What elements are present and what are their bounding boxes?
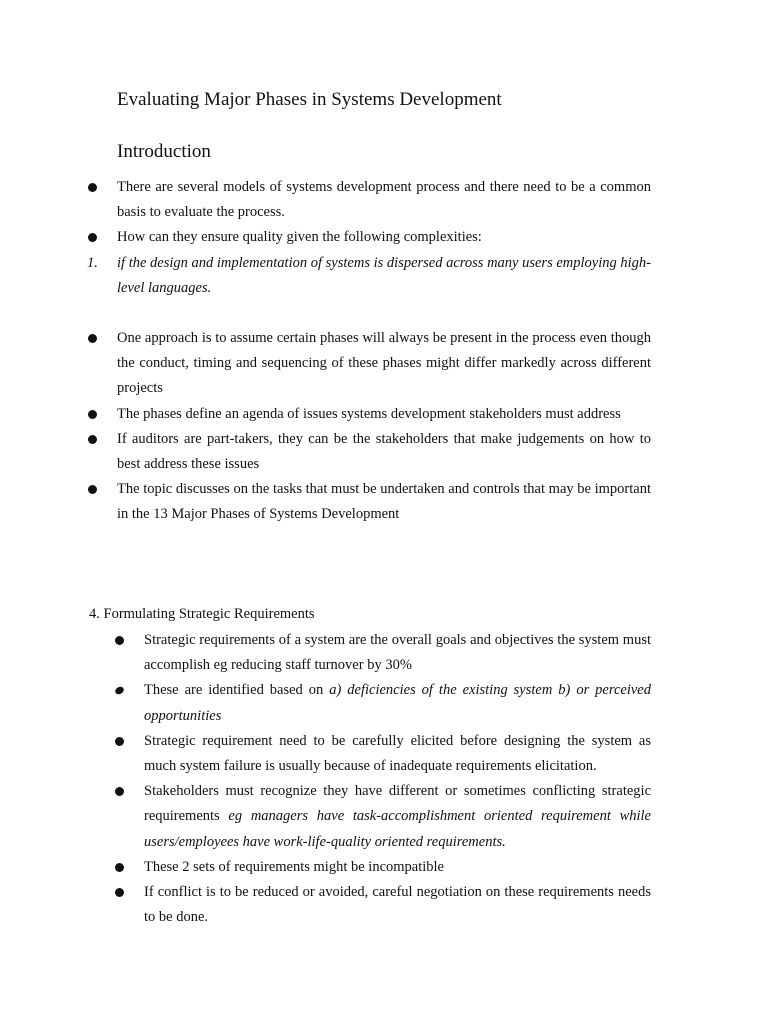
list-item-text: if the design and implementation of systems is dispersed across many users employing high-level languages. bbox=[117, 254, 651, 296]
list-number: 1. bbox=[87, 254, 98, 271]
list-item-text: If conflict is to be reduced or avoided, careful negotiation on these requirements needs to be done. bbox=[144, 884, 651, 926]
list-item bbox=[0, 779, 651, 855]
list-item bbox=[0, 225, 651, 250]
list-item bbox=[0, 855, 651, 880]
approach-list bbox=[0, 326, 768, 528]
list-item bbox=[0, 729, 651, 779]
list-item-emphasis: a) deficiencies of the existing system b) or perceived opportunities bbox=[144, 682, 651, 724]
list-item bbox=[0, 175, 651, 225]
list-item-text: The phases define an agenda of issues systems development stakeholders must address bbox=[117, 405, 621, 422]
list-item-text: These 2 sets of requirements might be incompatible bbox=[144, 858, 444, 875]
introduction-heading: Introduction bbox=[117, 141, 211, 162]
bullet-icon bbox=[88, 175, 97, 201]
bullet-icon bbox=[88, 225, 97, 251]
list-item-text: These are identified based on bbox=[144, 682, 330, 699]
bullet-icon bbox=[115, 729, 124, 755]
bullet-icon bbox=[88, 402, 97, 428]
list-item-text: There are several models of systems development process and there need to be a common basis to evaluate the process. bbox=[117, 179, 651, 221]
strategic-requirements-list bbox=[0, 628, 768, 930]
bullet-icon bbox=[115, 678, 124, 703]
document-title: Evaluating Major Phases in Systems Development bbox=[117, 89, 502, 110]
bullet-icon bbox=[115, 880, 124, 906]
list-item-text: One approach is to assume certain phases will always be present in the process even though the conduct, timing and sequencing of these phases might differ markedly across different projects bbox=[117, 330, 651, 397]
bullet-icon bbox=[115, 779, 124, 805]
bullet-icon bbox=[88, 427, 97, 453]
bullet-icon bbox=[115, 855, 124, 881]
intro-list bbox=[0, 175, 768, 301]
bullet-icon bbox=[115, 628, 124, 654]
list-item bbox=[0, 477, 651, 527]
list-item-emphasis: eg managers have task-accomplishment oriented requirement while users/employees have work-life-quality oriented requirements. bbox=[144, 808, 651, 850]
bullet-icon bbox=[88, 477, 97, 503]
list-item bbox=[0, 880, 651, 930]
list-item bbox=[0, 427, 651, 477]
numbered-list-item bbox=[0, 251, 651, 301]
list-item-text: Strategic requirements of a system are the overall goals and objectives the system must accomplish eg reducing staff turnover by 30% bbox=[144, 632, 651, 674]
list-item-text: The topic discusses on the tasks that must be undertaken and controls that may be important in the 13 Major Phases of Systems Development bbox=[117, 481, 651, 523]
list-item-text: Stakeholders must recognize they have different or sometimes conflicting strategic requirements bbox=[144, 783, 651, 825]
section-heading: 4. Formulating Strategic Requirements bbox=[89, 606, 315, 622]
bullet-icon bbox=[88, 326, 97, 352]
list-item bbox=[0, 628, 651, 678]
list-item bbox=[0, 326, 651, 402]
list-item-text: How can they ensure quality given the following complexities: bbox=[117, 229, 482, 246]
list-item-text: If auditors are part-takers, they can be the stakeholders that make judgements on how to best address these issues bbox=[117, 430, 651, 473]
list-item bbox=[0, 678, 651, 728]
list-item-text: Strategic requirement need to be carefully elicited before designing the system as much system failure is usually because of inadequate requirements elicitation. bbox=[144, 732, 651, 775]
list-item bbox=[0, 402, 651, 427]
